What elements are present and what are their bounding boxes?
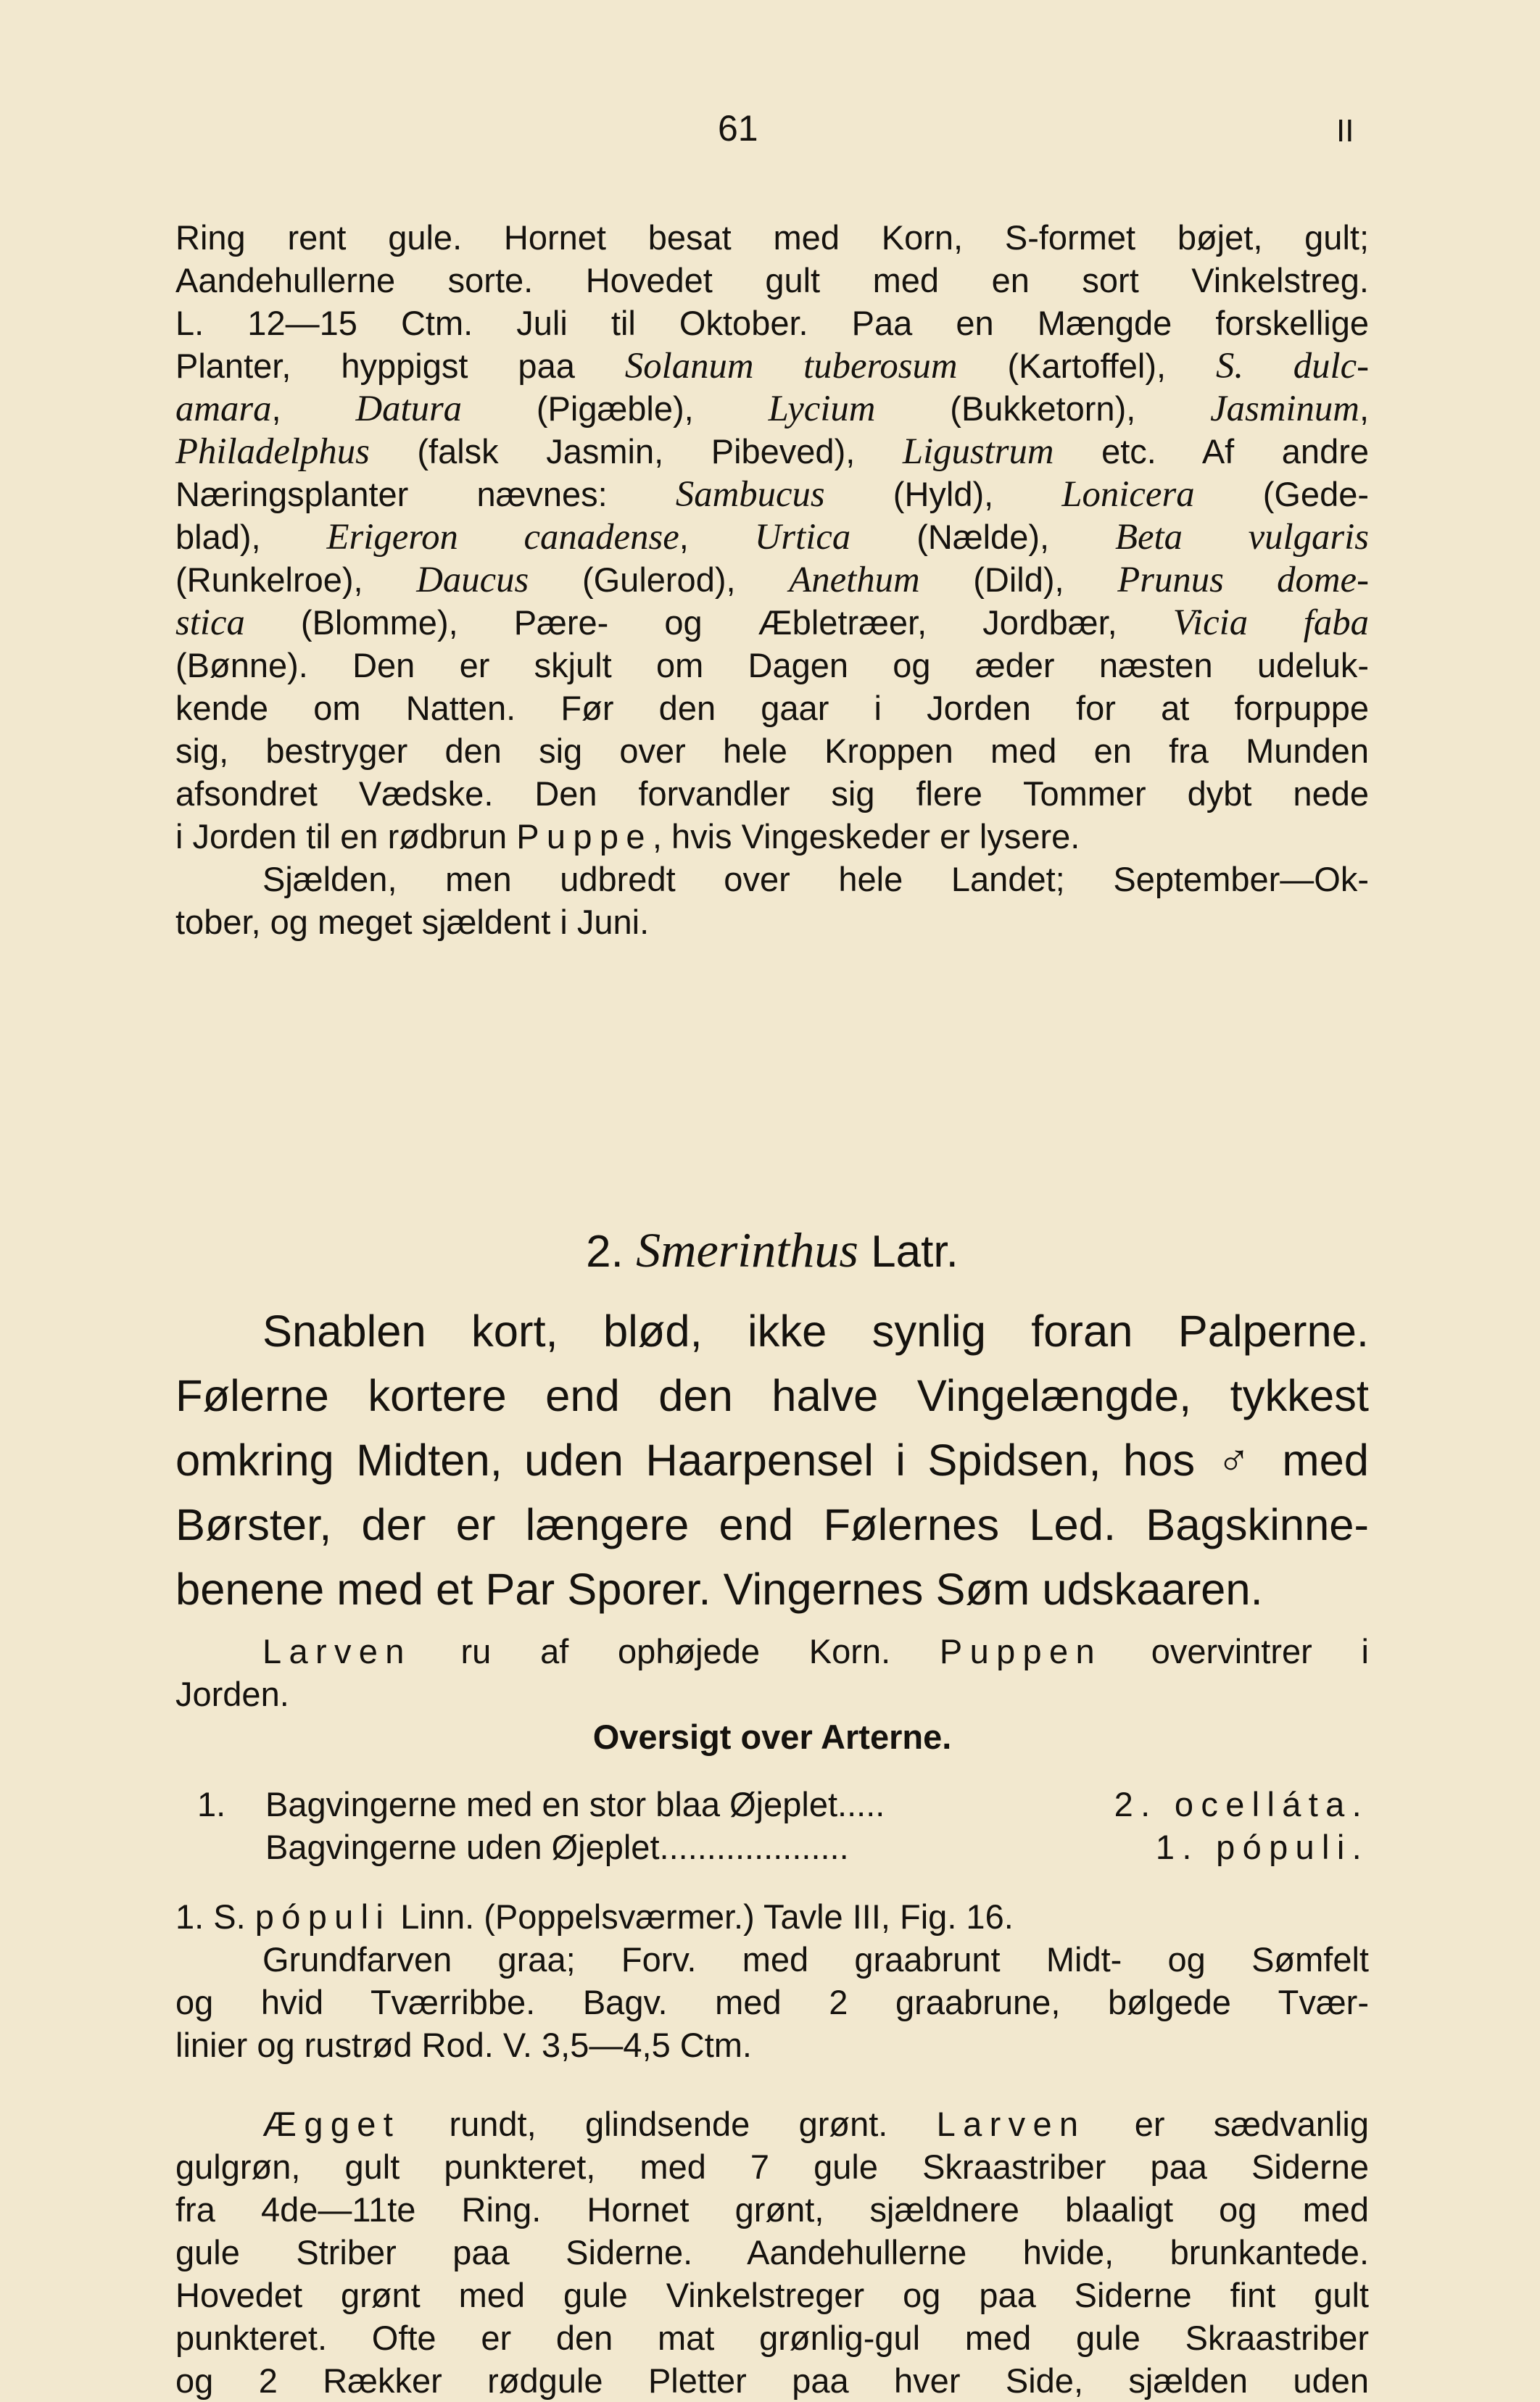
text-line: og 2 Rækker rødgule Pletter paa hver Side, sjælden uden: [175, 2361, 1369, 2400]
text-line: Philadelphus (falsk Jasmin, Pibeved), Ligustrum etc. Af andre: [175, 431, 1369, 471]
text-line: (Bønne). Den er skjult om Dagen og æder næsten udeluk-: [175, 646, 1369, 684]
genus-heading: 2. Smerinthus Latr.: [586, 1222, 959, 1277]
text-line: kende om Natten. Før den gaar i Jorden for at forpuppe: [175, 689, 1369, 727]
genus-description: [175, 1299, 1369, 1622]
text-line: Larven ru af ophøjede Korn. Puppen overvintrer i: [262, 1632, 1369, 1670]
text-line: benene med et Par Sporer. Vingernes Søm udskaaren.: [175, 1565, 1263, 1615]
text-line: Aandehullerne sorte. Hovedet gult med en sort Vinkelstreg.: [175, 261, 1369, 299]
text-line: blad), Erigeron canadense, Urtica (Nælde), Beta vulgaris: [175, 516, 1369, 557]
text-line: amara, Datura (Pigæble), Lycium (Bukketorn), Jasminum,: [175, 388, 1369, 428]
species-heading: 1. S. pópuli Linn. (Poppelsværmer.) Tavle III, Fig. 16.: [175, 1897, 1014, 1936]
text-line: Snablen kort, blød, ikke synlig foran Palperne.: [262, 1306, 1369, 1357]
text-line: Jorden.: [175, 1675, 289, 1713]
text-line: fra 4de—11te Ring. Hornet grønt, sjældnere blaaligt og med: [175, 2190, 1369, 2229]
text-line: Planter, hyppigst paa Solanum tuberosum (Kartoffel), S. dulc-: [175, 345, 1369, 386]
text-line: punkteret. Ofte er den mat grønlig-gul med gule Skraastriber: [175, 2319, 1369, 2357]
paragraph-larva-description: [175, 216, 1369, 858]
text-line: tober, og meget sjældent i Juni.: [175, 903, 650, 941]
text-line: gule Striber paa Siderne. Aandehullerne hvide, brunkantede.: [175, 2233, 1369, 2271]
text-line: Ægget rundt, glindsende grønt. Larven er sædvanlig: [262, 2105, 1370, 2143]
page-body: Ring rent gule. Hornet besat med Korn, S-formet bøjet, gult; Aandehullerne sorte. Hovedet gult med en sort Vinkelstreg. L. 12—15 Ctm. Juli til Oktober. Paa en Mængde forskellige Planter, hyppigst paa Solanum tuberosum (Kartoffel), S. dulc- amara, Datura (Pigæble), Lycium (Bukketorn), Jasminum, Philadelphus (falsk Jasmin, Pibeved), Ligustrum etc. Af andre Næringsplanter nævnes: Sambucus (Hyld), Lonicera (Gede- blad), Erigeron canadense, Urtica (Nælde), Beta vulgaris (Runkelroe), Daucus (Gulerod), Anethum (Dild), Prunus dome- stica (Blomme), Pære- og Æbletræer, Jordbær, Vicia faba (Bønne). Den er skjult om Dagen og æder næsten udeluk- kende om Natten. Før den gaar i Jorden for at forpuppe sig, bestryger den sig over hele Kroppen med en fra Munden afsondret Vædske. Den forvandler sig flere Tommer dybt nede i Jorden til en rødbrun Puppe, hvis Vingeskeder er lysere. Sjælden, men udbredt over hele Landet; September—Ok- tober, og meget sjældent i Juni. 2. Smerinthus Latr. Snablen kort, blød, ikke synlig foran Palperne. Følerne kortere end den halve Vingelængde, tykkest omkring Midten, uden Haarpensel i Spidsen, hos ♂ med Børster, der er længere end Følernes Led. Bagskinne- benene med et Par Sporer. Vingernes Søm udskaaren. Larven ru af ophøjede Korn. Puppen overvintrer i Jorden. Oversigt over Arterne. 1. Bagvingerne med en stor blaa Øjeplet..... 2. ocelláta. Bagvingerne uden Øjeplet.................... 1. pópuli. 1. S. pópuli Linn. (Poppelsværmer.) Tavle III, Fig. 16. Grundfarven graa; Forv. med graabrunt Midt- og Sømfelt og hvid Tværribbe. Bagv. med 2 graabrune, bølgede Tvær- linier og rustrød Rod. V. 3,5—4,5 Ctm. Ægget rundt, glindsende grønt. Larven er sædvanlig gulgrøn, gult punkteret, med 7 gule Skraastriber paa Siderne fra 4de—11te Ring. Hornet grønt, sjældnere blaaligt og med gule Striber paa Siderne. Aandehullerne hvide, brunkantede. Hovedet grønt med gule Vinkelstreger og paa Siderne fint gult punkteret. Ofte er den mat grønlig-gul med gule Skraastriber og 2 Rækker rødgule Pletter paa hver Side, sjælden uden: [175, 216, 1369, 943]
text-line: omkring Midten, uden Haarpensel i Spidsen, hos ♂ med: [175, 1436, 1369, 1486]
text-line: afsondret Vædske. Den forvandler sig flere Tommer dybt nede: [175, 774, 1369, 813]
text-line: Hovedet grønt med gule Vinkelstreger og paa Siderne fint gult: [175, 2276, 1369, 2314]
text-line: Grundfarven graa; Forv. med graabrunt Midt- og Sømfelt: [262, 1940, 1369, 1979]
species-entry: [175, 1895, 1369, 2066]
text-line: Ring rent gule. Hornet besat med Korn, S-formet bøjet, gult;: [175, 218, 1369, 257]
text-line: (Runkelroe), Daucus (Gulerod), Anethum (Dild), Prunus dome-: [175, 559, 1369, 600]
text-line: Sjælden, men udbredt over hele Landet; September—Ok-: [262, 860, 1369, 898]
paragraph-distribution: [175, 858, 1369, 943]
text-line: linier og rustrød Rod. V. 3,5—4,5 Ctm.: [175, 2026, 752, 2064]
text-line: Børster, der er længere end Følernes Led. Bagskinne-: [175, 1500, 1369, 1550]
text-line: gulgrøn, gult punkteret, med 7 gule Skraastriber paa Siderne: [175, 2148, 1369, 2186]
overview-title: Oversigt over Arterne.: [592, 1718, 952, 1756]
text-line: i Jorden til en rødbrun Puppe, hvis Vingeskeder er lysere.: [175, 817, 1080, 856]
text-line: Følerne kortere end den halve Vingelængde, tykkest: [175, 1371, 1369, 1421]
paragraph-egg-larva: [175, 2103, 1369, 2402]
signature-mark: II: [1336, 113, 1354, 149]
text-line: sig, bestryger den sig over hele Kroppen med en fra Munden: [175, 732, 1369, 770]
text-line: Næringsplanter nævnes: Sambucus (Hyld), Lonicera (Gede-: [175, 473, 1370, 514]
text-line: stica (Blomme), Pære- og Æbletræer, Jordbær, Vicia faba: [175, 602, 1369, 642]
text-line: og hvid Tværribbe. Bagv. med 2 graabrune, bølgede Tvær-: [175, 1983, 1369, 2021]
page-number: 61: [718, 108, 758, 149]
text-line: L. 12—15 Ctm. Juli til Oktober. Paa en Mængde forskellige: [175, 304, 1369, 342]
paragraph-larva-pupa: [175, 1630, 1369, 1715]
